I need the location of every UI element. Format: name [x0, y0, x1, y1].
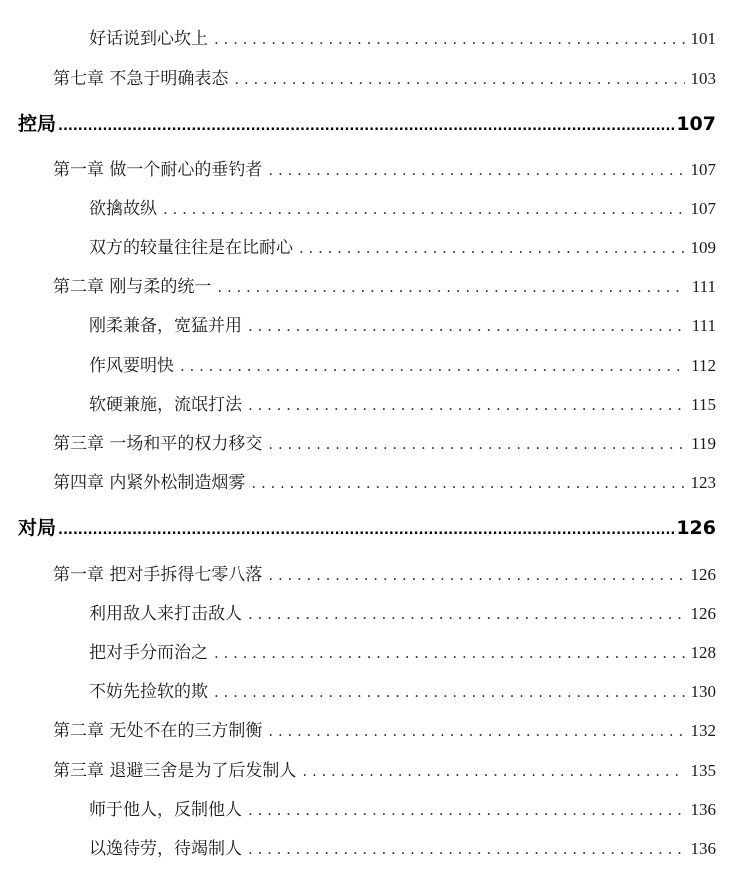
toc-entry-page: 119 — [691, 434, 716, 453]
toc-entry-section — [89, 233, 716, 258]
toc-entry-page: 126 — [690, 604, 716, 623]
toc-entry-title: 利用敌人来打击敌人 — [89, 604, 242, 624]
toc-entry-chapter — [53, 560, 716, 585]
toc-entry-page: 136 — [690, 839, 716, 858]
dot-leader — [268, 722, 684, 740]
toc-entry-page: 136 — [690, 800, 716, 819]
toc-entry-chapter — [53, 64, 716, 89]
toc-entry-chapter — [53, 429, 716, 454]
toc-entry-title: 第三章 一场和平的权力移交 — [53, 434, 263, 454]
dot-leader — [248, 605, 685, 623]
toc-entry-title: 把对手分而治之 — [89, 643, 208, 663]
toc-part-title: 控局 — [18, 113, 57, 135]
toc-entry-section — [89, 24, 716, 49]
toc-entry-page: 135 — [690, 761, 716, 780]
toc-entry-title: 第一章 做一个耐心的垂钓者 — [53, 160, 263, 180]
dot-leader — [248, 317, 686, 335]
toc-entry-chapter — [53, 155, 716, 180]
toc-entry-section — [89, 390, 716, 415]
toc-entry-section — [89, 638, 716, 663]
toc-entry-title: 好话说到心坎上 — [89, 29, 208, 49]
toc-entry-page: 107 — [690, 160, 716, 179]
dot-leader — [214, 644, 685, 662]
toc-entry-page: 109 — [690, 238, 716, 257]
toc-entry-title: 第一章 把对手拆得七零八落 — [53, 565, 263, 585]
toc-entry-section — [89, 599, 716, 624]
dot-leader — [248, 801, 685, 819]
toc-entry-title: 欲擒故纵 — [89, 199, 157, 219]
toc-entry-title: 软硬兼施，流氓打法 — [89, 395, 242, 415]
dot-leader — [268, 161, 684, 179]
dot-leader — [268, 566, 684, 584]
dot-leader — [58, 119, 674, 134]
toc-entry-page: 128 — [690, 643, 716, 662]
dot-leader — [299, 239, 685, 257]
toc-entry-chapter — [53, 468, 716, 493]
toc-entry-title: 第四章 内紧外松制造烟雾 — [53, 473, 246, 493]
toc-entry-page: 123 — [690, 473, 716, 492]
toc-entry-page: 132 — [690, 721, 716, 740]
toc-entry-page: 126 — [690, 565, 716, 584]
toc-part-title: 对局 — [18, 517, 57, 539]
toc-entry-title: 双方的较量往往是在比耐心 — [89, 238, 293, 258]
toc-entry-title: 第三章 退避三舍是为了后发制人 — [53, 761, 297, 781]
toc-entry-section — [89, 795, 716, 820]
toc-entry-title: 第二章 刚与柔的统一 — [53, 277, 212, 297]
toc-entry-section — [89, 311, 716, 336]
dot-leader — [302, 762, 684, 780]
dot-leader — [58, 523, 674, 538]
toc-entry-page: 101 — [690, 29, 716, 48]
toc-entry-page: 112 — [691, 356, 716, 375]
toc-entry-page: 111 — [691, 277, 716, 296]
toc-entry-page: 107 — [690, 199, 716, 218]
toc-entry-section — [89, 351, 716, 376]
dot-leader — [163, 200, 685, 218]
toc-entry-page: 115 — [691, 395, 716, 414]
toc-entry-page: 103 — [690, 69, 716, 88]
toc-entry-title: 作风要明快 — [89, 356, 174, 376]
toc-entry-page: 126 — [676, 517, 716, 539]
dot-leader — [180, 357, 685, 375]
dot-leader — [268, 435, 685, 453]
toc-entry-page: 130 — [690, 682, 716, 701]
dot-leader — [248, 840, 685, 858]
toc-entry-page: 111 — [691, 316, 716, 335]
toc-entry-section — [89, 677, 716, 702]
toc-entry-title: 师于他人，反制他人 — [89, 800, 242, 820]
dot-leader — [217, 278, 685, 296]
toc-entry-title: 第二章 无处不在的三方制衡 — [53, 721, 263, 741]
toc-entry-section — [89, 194, 716, 219]
toc-entry-part — [18, 109, 716, 136]
dot-leader — [248, 396, 685, 414]
toc-entry-chapter — [53, 756, 716, 781]
toc-entry-section — [89, 834, 716, 859]
toc-entry-chapter — [53, 716, 716, 741]
toc-entry-title: 刚柔兼备，宽猛并用 — [89, 316, 242, 336]
toc-entry-title: 以逸待劳，待竭制人 — [89, 839, 242, 859]
toc-entry-title: 第七章 不急于明确表态 — [53, 69, 229, 89]
dot-leader — [251, 474, 684, 492]
toc-entry-page: 107 — [676, 113, 716, 135]
dot-leader — [214, 30, 685, 48]
toc-entry-title: 不妨先捡软的欺 — [89, 682, 208, 702]
toc-entry-part — [18, 513, 716, 540]
toc-entry-chapter — [53, 272, 716, 297]
dot-leader — [214, 683, 685, 701]
dot-leader — [234, 70, 684, 88]
